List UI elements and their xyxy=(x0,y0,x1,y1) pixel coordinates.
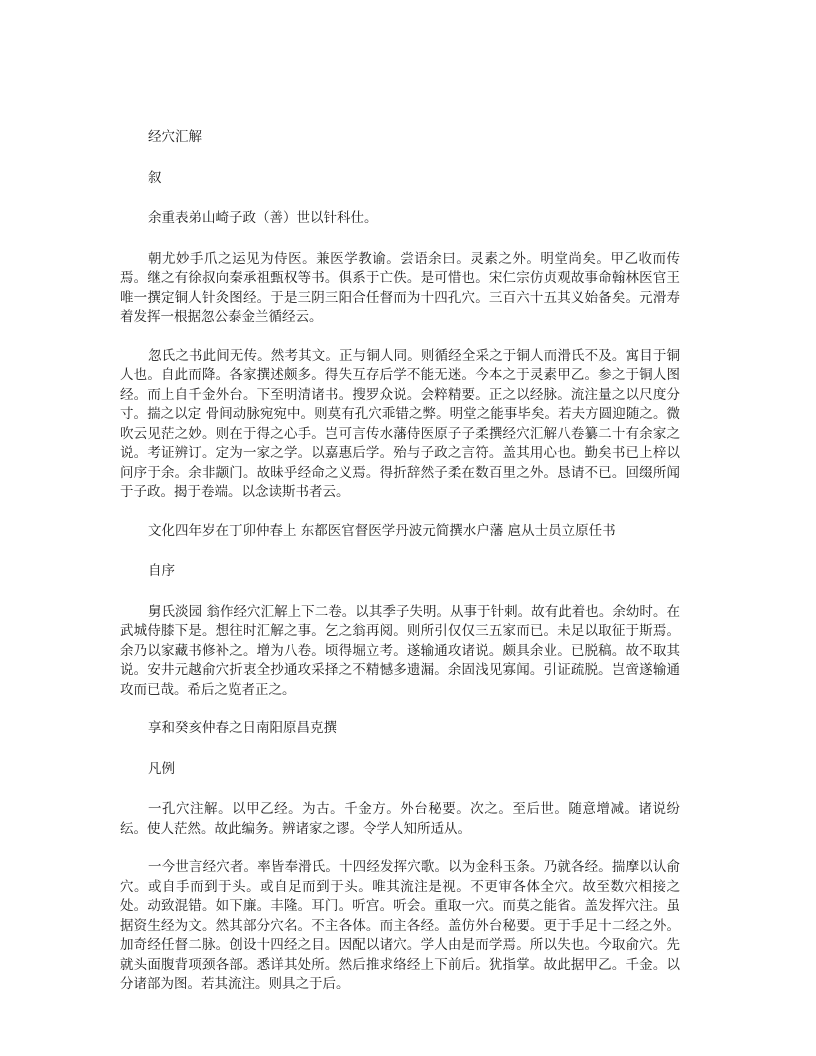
paragraph: 舅氏淡园 翁作经穴汇解上下二卷。以其季子失明。从事于针刺。故有此着也。余幼时。在武城侍膝下是。想往时汇解之事。乞之翁再阅。则所引仅仅三五家而已。未足以取征于斯焉。余乃以家藏书修补之。增为八卷。顷得堀立考。遂输通攻诸说。颇具余业。已脱稿。故不取其说。安井元越俞穴折衷全抄通攻采择之不精憾多遗漏。余固浅见寡闻。引证疏脱。岂啻遂输通攻而已哉。希后之览者正之。 xyxy=(120,603,680,698)
paragraph-intro: 余重表弟山崎子政（善）世以针科仕。 xyxy=(148,210,378,226)
document-page xyxy=(120,128,680,1014)
section-heading-self-preface: 自序 xyxy=(148,563,175,579)
paragraph: 一今世言经穴者。率皆奉滑氏。十四经发挥穴歌。以为金科玉条。乃就各经。揣摩以认俞穴。或自手而到于头。或自足而到于头。唯其流注是视。不更审各体全穴。故至数穴相接之处。动致混错。如下廉。丰隆。耳门。听宫。听会。重取一穴。而莫之能省。盖发挥穴注。虽据资生经为文。然其部分穴名。不主各体。而主各经。盖仿外台秘要。更于手足十二经之外。加奇经任督二脉。创设十四经之目。因配以诸穴。学人由是而学焉。所以失也。今取俞穴。先就头面腹背项颈各部。悉详其处所。然后推求络经上下前后。犹指掌。故此据甲乙。千金。以分诸部为图。若其流注。则具之于后。 xyxy=(120,859,680,992)
document-title: 经穴汇解 xyxy=(148,129,202,145)
section-heading-rules: 凡例 xyxy=(148,760,175,777)
self-preface-signature: 享和癸亥仲春之日南阳原昌克撰 xyxy=(148,720,337,736)
paragraph: 朝尤妙手爪之运见为侍医。兼医学教谕。尝语余曰。灵素之外。明堂尚矣。甲乙收而传焉。继之有徐叔向秦承祖甄权等书。俱系于亡佚。是可惜也。宋仁宗仿贞观故事命翰林医官王唯一撰定铜人针灸图经。于是三阴三阳合任督而为十四孔穴。三百六十五其义始备矣。元滑寿着发挥一根据忽公泰金兰循经云。 xyxy=(120,250,680,325)
paragraph: 一孔穴注解。以甲乙经。为古。千金方。外台秘要。次之。至后世。随意增减。诸说纷纭。使人茫然。故此编务。辨诸家之谬。令学人知所适从。 xyxy=(120,801,680,837)
paragraph: 忽氏之书此间无传。然考其文。正与铜人同。则循经全采之于铜人而滑氏不及。寓目于铜人也。自此而降。各家撰述颇多。得失互存后学不能无迷。今本之于灵素甲乙。参之于铜人图经。而上自千金外台。下至明清诸书。搜罗众说。会粹精要。正之以经脉。流注量之以尺度分寸。揣之以定 骨间动脉宛宛中。则莫有孔穴乖错之弊。明堂之能事毕矣。若夫方圆迎随之。微吹云见茫之妙。则在于得之心手。岂可言传水藩侍医原子子柔撰经穴汇解八卷纂二十有余家之说。考证辨订。定为一家之学。以嘉惠后学。殆与子政之言符。盖其用心也。勤矣书已上梓以问序于余。余非颛门。故昧乎经命之义焉。得折辞然子柔在数百里之外。恳请不已。回缀所闻于子政。揭于卷端。以念读斯书者云。 xyxy=(120,347,680,500)
section-heading-preface: 叙 xyxy=(148,169,162,186)
preface-signature: 文化四年岁在丁卯仲春上 东都医官督医学丹波元简撰水户藩 扈从士员立原任书 xyxy=(148,522,616,539)
